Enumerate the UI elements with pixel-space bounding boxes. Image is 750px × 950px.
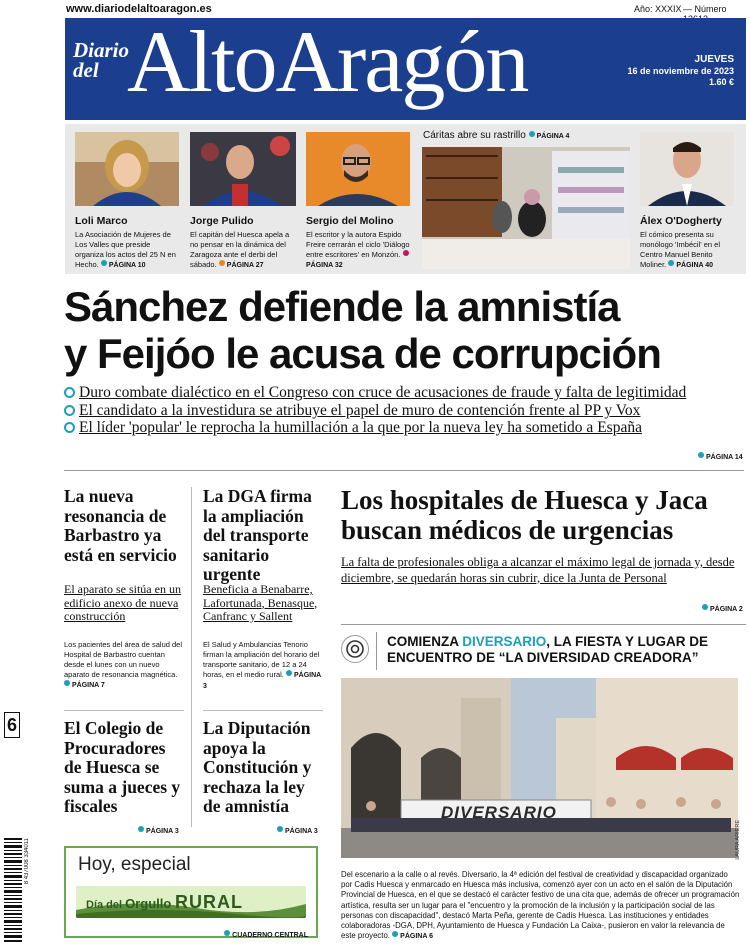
teaser-text: La Asociación de Mujeres de Los Valles que preside organiza los actos del 25 N en Hecho. PÁGINA 10 <box>75 230 176 269</box>
masthead-date: 16 de noviembre de 2023 <box>627 66 734 76</box>
special-title: Hoy, especial <box>78 854 191 875</box>
masthead-weekday: JUEVES <box>694 54 734 65</box>
year-label: Año: XXXIX <box>634 4 682 14</box>
page-dot-icon <box>403 250 409 256</box>
main-bullet: El líder 'popular' le reprocha la humillación a la que por la nueva ley ha sometido a España <box>64 419 642 437</box>
col1-subheadline: El aparato se sitúa en un edificio anexo de nueva construcción <box>64 582 181 623</box>
hospitals-page-ref[interactable]: PÁGINA 2 <box>702 598 743 616</box>
diversario-title[interactable]: COMIENZA DIVERSARIO, LA FIESTA Y LUGAR DE ENCUENTRO DE “LA DIVERSIDAD CREADORA” <box>387 634 709 665</box>
teaser-photo-jorge-pulido[interactable] <box>190 132 296 206</box>
page-dot-icon <box>64 680 70 686</box>
page-dot-icon <box>138 826 144 832</box>
masthead-del: del <box>73 58 99 82</box>
col2-subheadline: Beneficia a Benabarre, Lafortunada, Benasque, Canfranc y Sallent <box>203 582 318 623</box>
store-shelves-icon <box>422 147 630 269</box>
portrait-man-suit-icon <box>640 132 734 206</box>
masthead-price: 1.60 € <box>708 77 734 87</box>
teaser-name[interactable]: Sergio del Molino <box>306 215 394 227</box>
portrait-woman-icon <box>75 132 179 206</box>
special-page-ref: CUADERNO CENTRAL <box>224 924 308 942</box>
barcode-icon <box>4 836 22 946</box>
diversario-photo[interactable] <box>341 678 738 858</box>
col1-headline-2[interactable]: El Colegio de Procuradores de Huesca se suma a jueces y fiscales <box>64 718 181 816</box>
hospitals-headline[interactable]: Los hospitales de Huesca y Jaca buscan médicos de urgencias <box>341 485 708 545</box>
main-bullet: Duro combate dialéctico en el Congreso con cruce de acusaciones de fraude y falta de legitimidad <box>64 384 686 402</box>
teaser-photo-loli-marco[interactable] <box>75 132 179 206</box>
col1-body: Los pacientes del área de salud del Hospital de Barbastro cuentan desde el lunes con un nuevo aparato de resonancia magnética. PÁGINA 7 <box>64 640 183 689</box>
page-dot-icon <box>702 604 708 610</box>
page-dot-icon <box>101 260 107 266</box>
teaser-photo-sergio-del-molino[interactable] <box>306 132 410 206</box>
col1-headline[interactable]: La nueva resonancia de Barbastro ya está en servicio <box>64 486 177 565</box>
col2-page-ref-2[interactable]: PÁGINA 3 <box>277 820 318 838</box>
teaser-name[interactable]: Jorge Pulido <box>190 215 254 227</box>
teaser-photo-alex-odogherty[interactable] <box>640 132 734 206</box>
page-dot-icon <box>668 260 674 266</box>
col2-headline-2[interactable]: La Diputación apoya la Constitución y rechaza la ley de amnistía <box>203 718 312 816</box>
col2-body: El Salud y Ambulancias Tenorio firman la ampliación del horario del transporte sanitario, de 12 a 24 horas, en el medio rural. PÁGINA 3 <box>203 640 321 690</box>
portrait-footballer-icon <box>190 132 296 206</box>
diversario-banner-text: DIVERSARIO <box>441 803 557 822</box>
page-dot-icon <box>698 452 704 458</box>
main-page-ref[interactable]: PÁGINA 14 <box>698 446 743 464</box>
barcode-number: 8 437008 334011 <box>24 838 30 885</box>
bullet-circle-icon <box>64 422 75 433</box>
special-banner-text: Día del Orgullo RURAL <box>86 892 243 912</box>
teaser-text: El capitán del Huesca apela a no pensar en la dinámica del Zaragoza ante el derbi del sábado. PÁGINA 27 <box>190 230 290 269</box>
bullet-circle-icon <box>64 387 75 398</box>
page-dot-icon <box>286 670 292 676</box>
caritas-photo[interactable] <box>422 147 630 269</box>
col2-headline[interactable]: La DGA firma la ampliación del transporte sanitario urgente <box>203 486 312 584</box>
diversario-section-icon <box>341 635 369 663</box>
website-url[interactable]: www.diariodelaltoaragon.es <box>66 3 212 15</box>
hospitals-subheadline: La falta de profesionales obliga a alcanzar el máximo legal de jornada y, desde diciembre, se quedarán horas sin cubrir, dice la Junta de Personal <box>341 555 735 585</box>
edition-number: 6 <box>4 712 20 738</box>
masthead <box>65 14 746 120</box>
photo-credit: LAURA ARIERE <box>735 820 741 860</box>
page-dot-icon <box>392 931 398 937</box>
teaser-name[interactable]: Álex O'Dogherty <box>640 215 722 227</box>
main-headline-line-1[interactable]: Sánchez defiende la amnistía <box>64 283 620 330</box>
main-headline-line-2[interactable]: y Feijóo le acusa de corrupción <box>64 330 661 377</box>
camera-lens-icon <box>342 636 368 662</box>
main-bullet: El candidato a la investidura se atribuye el papel de muro de contención frente al PP y Vox <box>64 402 640 420</box>
teaser-text: El escritor y la autora Espido Freire cerrarán el ciclo 'Diálogo entre escritores' en Monzón. PÁGINA 32 <box>306 230 410 269</box>
bullet-circle-icon <box>64 405 75 416</box>
masthead-diario: Diario <box>73 38 130 62</box>
diversario-body: Del escenario a la calle o al revés. Diversario, la 4ª edición del festival de creatividad y discapacidad organizado por Cadis Huesca y enmarcado en Huesca más inclusiva, comenzó ayer con un acto en el salón de la Diputación Provincial de Huesca, en el que se destacó el carácter festivo de una cita que, además de ofrecer un programación artística, resulta ser un lugar para el "encuentro y la promoción de la inclusión y la participación social de las personas con discapacidad", destacó Marta Peña, gerente de Cadis Huesca. Las instituciones y entidades colaboradoras -DGA, DPH, Ayuntamiento de Huesca y Fundación La Caixa-, pusieron en valor la relevancia de este proyecto. PÁGINA 6 <box>341 870 740 941</box>
issue-number: — Número <box>683 4 727 14</box>
masthead-title: AltoAragón <box>127 14 528 111</box>
barcode <box>4 836 22 946</box>
page-dot-icon <box>224 930 230 936</box>
caritas-title[interactable]: Cáritas abre su rastrillo PÁGINA 4 <box>423 130 570 141</box>
portrait-man-glasses-icon <box>306 132 410 206</box>
page-dot-icon <box>529 131 535 137</box>
page-dot-icon <box>277 826 283 832</box>
col1-page-ref-2[interactable]: PÁGINA 3 <box>138 820 179 838</box>
page-dot-icon <box>219 260 225 266</box>
street-crowd-photo-icon <box>341 678 738 858</box>
special-banner <box>76 886 306 918</box>
teaser-text: El cómico presenta su monólogo 'Imbécil' en el Centro Manuel Benito Moliner. PÁGINA 40 <box>640 230 720 269</box>
special-box[interactable] <box>64 846 318 938</box>
teaser-name[interactable]: Loli Marco <box>75 215 128 227</box>
